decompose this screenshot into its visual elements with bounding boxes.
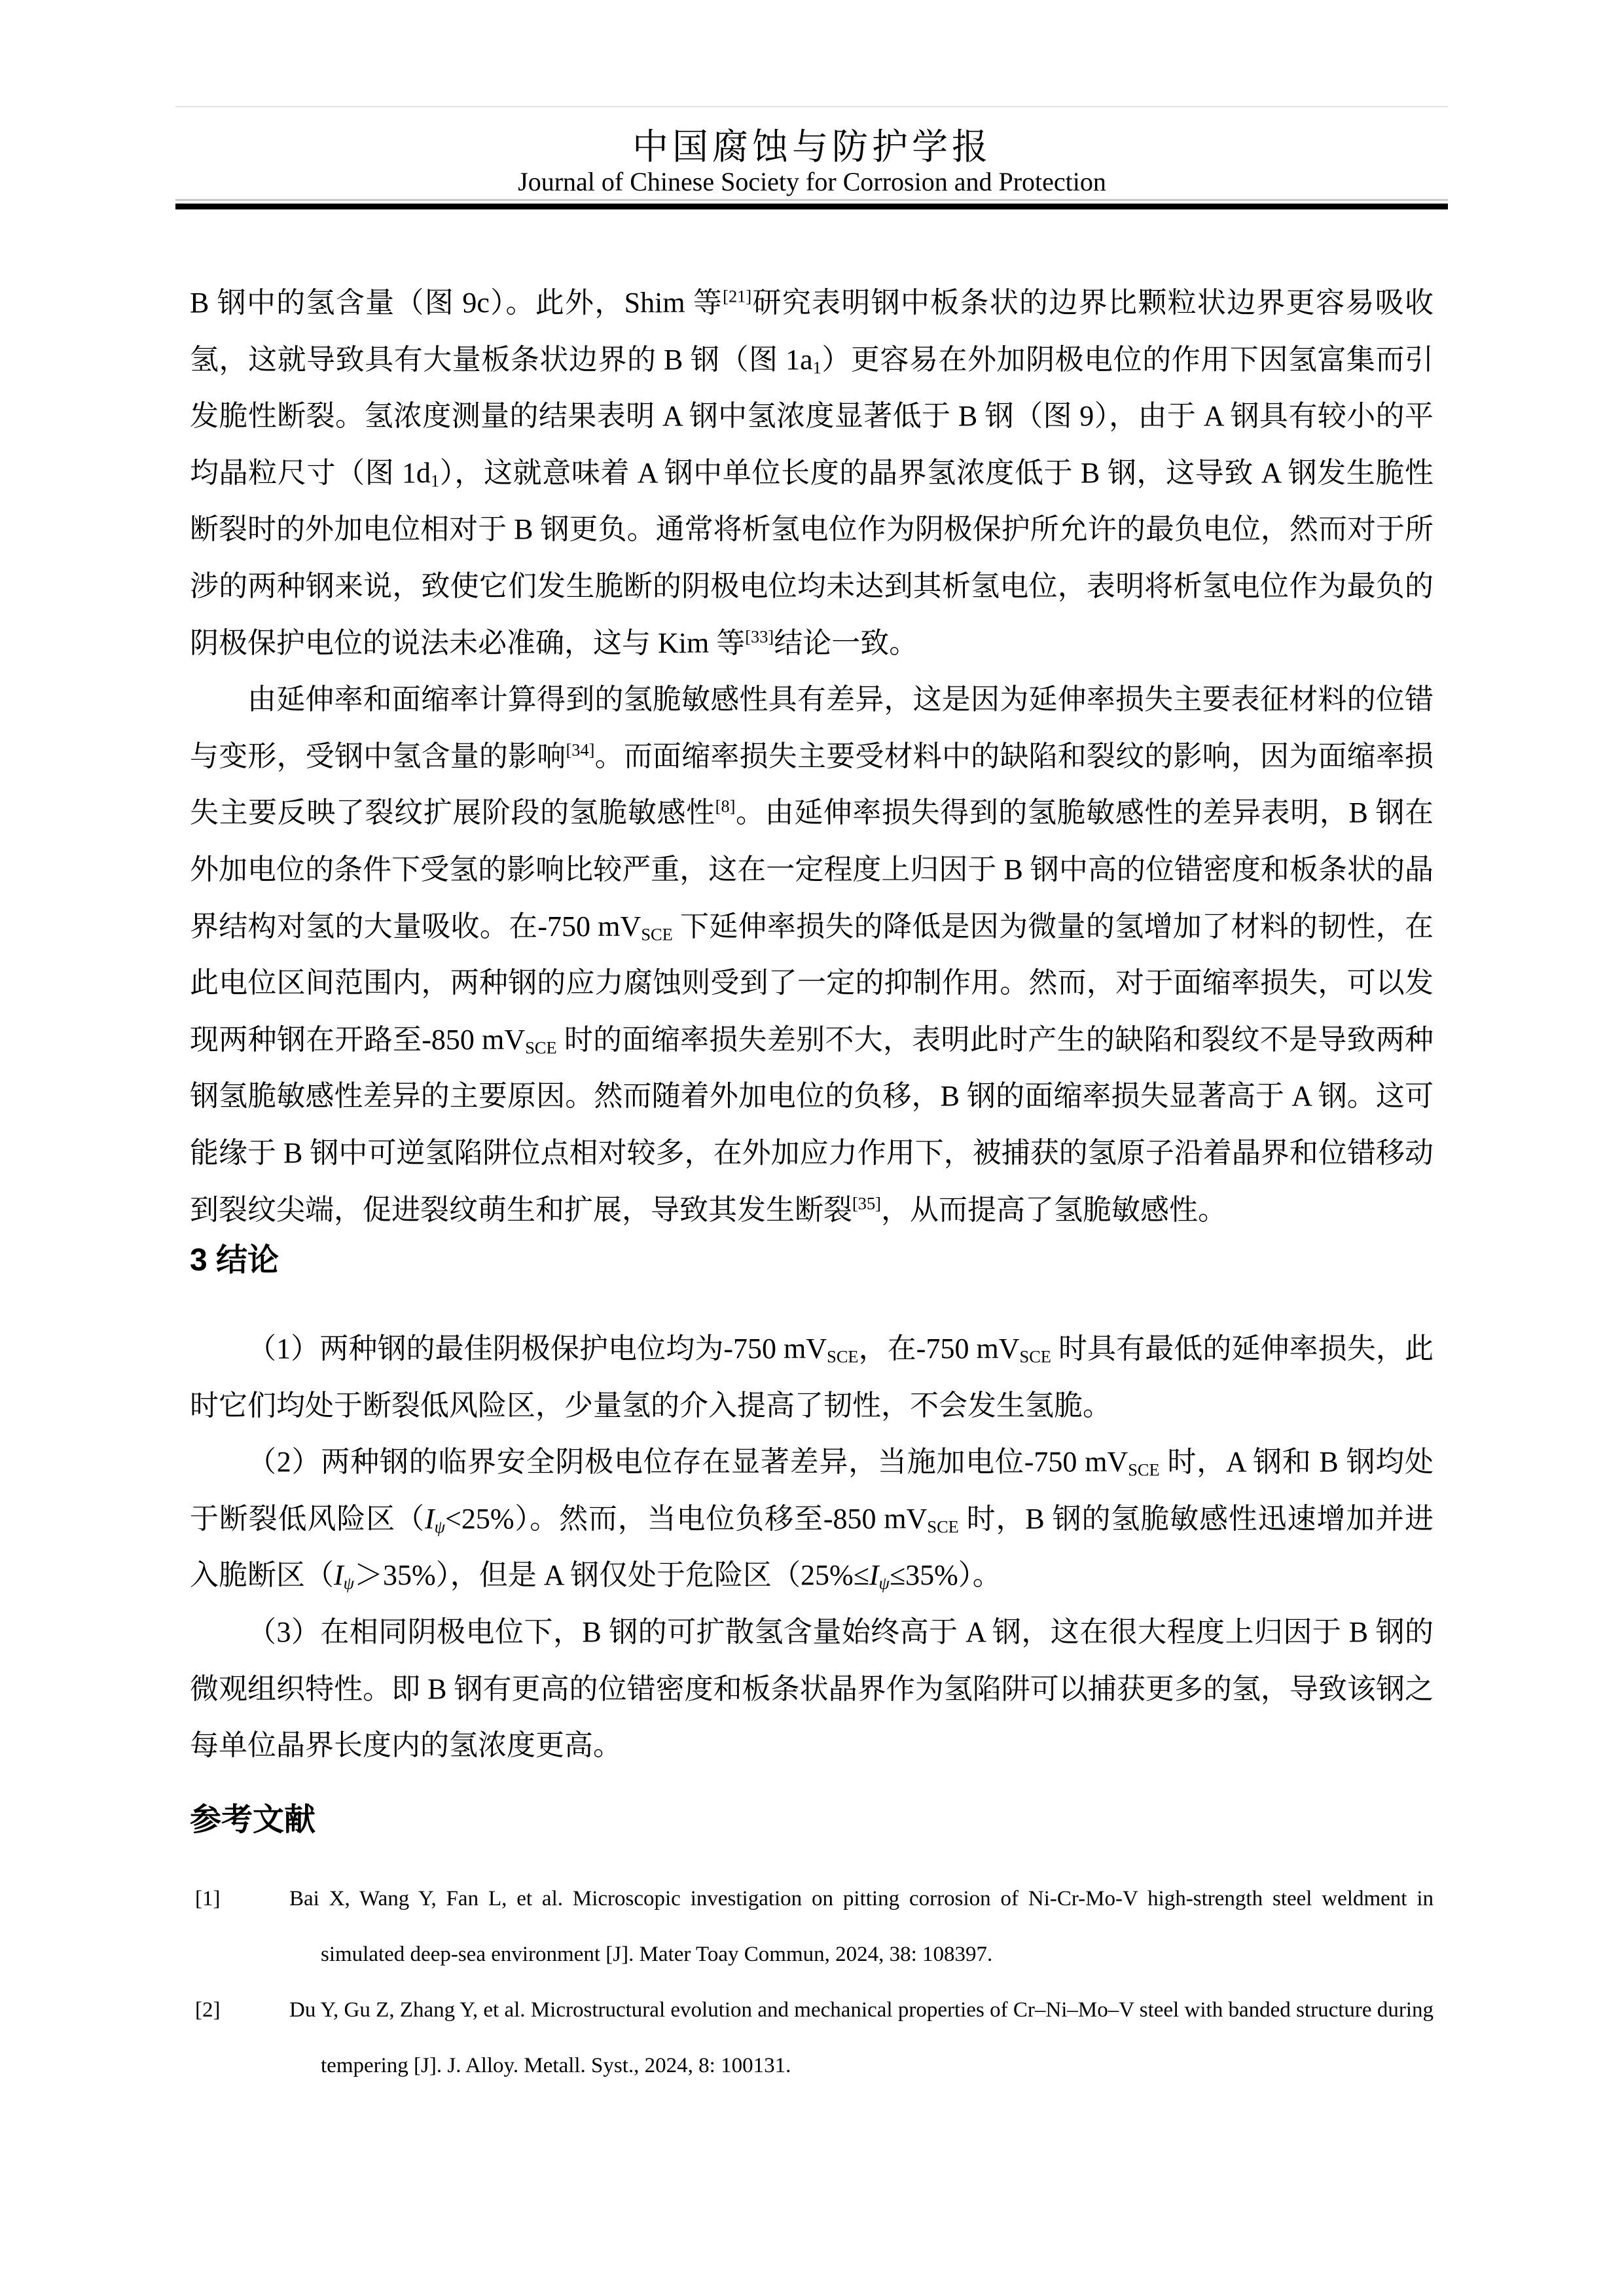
reference-item (190, 1871, 1434, 1982)
reference-label: [2] (195, 1998, 221, 2022)
conclusion-item-1: （1）两种钢的最佳阴极保护电位均为-750 mVSCE，在-750 mVSCE 时具有最低的延伸率损失，此时它们均处于断裂低风险区，少量氢的介入提高了韧性，不会发生氢脆。 (190, 1333, 1434, 1422)
header-rule (175, 199, 1448, 209)
journal-title-en: Journal of Chinese Society for Corrosion and Protection (518, 167, 1106, 196)
references-section-heading: 参考文献 (190, 1802, 316, 1837)
reference-text: Bai X, Wang Y, Fan L, et al. Microscopic investigation on pitting corrosion of Ni-Cr-Mo-V high-strength steel weldment in simulated deep-sea environment [J]. Mater Toay Commun, 2024, 38: 108397. (289, 1886, 1434, 1966)
article-body (190, 275, 1434, 2094)
header-rule-thin (175, 199, 1448, 201)
journal-title-zh: 中国腐蚀与防护学报 (632, 127, 992, 167)
reference-list (190, 1871, 1434, 2094)
reference-text: Du Y, Gu Z, Zhang Y, et al. Microstructural evolution and mechanical properties of Cr–Ni–Mo–V steel with banded structure during tempering [J]. J. Alloy. Metall. Syst., 2024, 8: 100131. (289, 1998, 1434, 2077)
reference-label: [1] (195, 1886, 221, 1910)
header-rule-thick (175, 204, 1448, 209)
paragraph-discussion-2: 由延伸率和面缩率计算得到的氢脆敏感性具有差异，这是因为延伸率损失主要表征材料的位错与变形，受钢中氢含量的影响[34]。而面缩率损失主要受材料中的缺陷和裂纹的影响，因为面缩率损失主要反映了裂纹扩展阶段的氢脆敏感性[8]。由延伸率损失得到的氢脆敏感性的差异表明，B 钢在外加电位的条件下受氢的影响比较严重，这在一定程度上归因于 B 钢中高的位错密度和板条状的晶界结构对氢的大量吸收。在-750 mVSCE 下延伸率损失的降低是因为微量的氢增加了材料的韧性，在此电位区间范围内，两种钢的应力腐蚀则受到了一定的抑制作用。然而，对于面缩率损失，可以发现两种钢在开路至-850 mVSCE 时的面缩率损失差别不大，表明此时产生的缺陷和裂纹不是导致两种钢氢脆敏感性差异的主要原因。然而随着外加电位的负移，B 钢的面缩率损失显著高于 A 钢。这可能缘于 B 钢中可逆氢陷阱位点相对较多，在外加应力作用下，被捕获的氢原子沿着晶界和位错移动到裂纹尖端，促进裂纹萌生和扩展，导致其发生断裂[35]，从而提高了氢脆敏感性。 (190, 683, 1434, 1226)
conclusion-item-2: （2）两种钢的临界安全阴极电位存在显著差异，当施加电位-750 mVSCE 时，A 钢和 B 钢均处于断裂低风险区（Iψ<25%）。然而，当电位负移至-850 mVSCE 时，B 钢的氢脆敏感性迅速增加并进入脆断区（Iψ＞35%），但是 A 钢仅处于危险区（25%≤Iψ≤35%）。 (190, 1446, 1434, 1594)
conclusion-section-heading: 3 结论 (190, 1243, 280, 1278)
conclusion-item-3: （3）在相同阴极电位下，B 钢的可扩散氢含量始终高于 A 钢，这在很大程度上归因于 B 钢的微观组织特性。即 B 钢有更高的位错密度和板条状晶界作为氢陷阱可以捕获更多的氢，导致该钢之每单位晶界长度内的氢浓度更高。 (190, 1616, 1434, 1762)
reference-item (190, 1982, 1434, 2094)
paragraph-discussion-1: B 钢中的氢含量（图 9c）。此外，Shim 等[21]研究表明钢中板条状的边界比颗粒状边界更容易吸收氢，这就导致具有大量板条状边界的 B 钢（图 1a1）更容易在外加阴极电位的作用下因氢富集而引发脆性断裂。氢浓度测量的结果表明 A 钢中氢浓度显著低于 B 钢（图 9），由于 A 钢具有较小的平均晶粒尺寸（图 1d1），这就意味着 A 钢中单位长度的晶界氢浓度低于 B 钢，这导致 A 钢发生脆性断裂时的外加电位相对于 B 钢更负。通常将析氢电位作为阴极保护所允许的最负电位，然而对于所涉的两种钢来说，致使它们发生脆断的阴极电位均未达到其析氢电位，表明将析氢电位作为最负的阴极保护电位的说法未必准确，这与 Kim 等[33]结论一致。 (190, 286, 1434, 659)
top-divider (175, 106, 1448, 107)
